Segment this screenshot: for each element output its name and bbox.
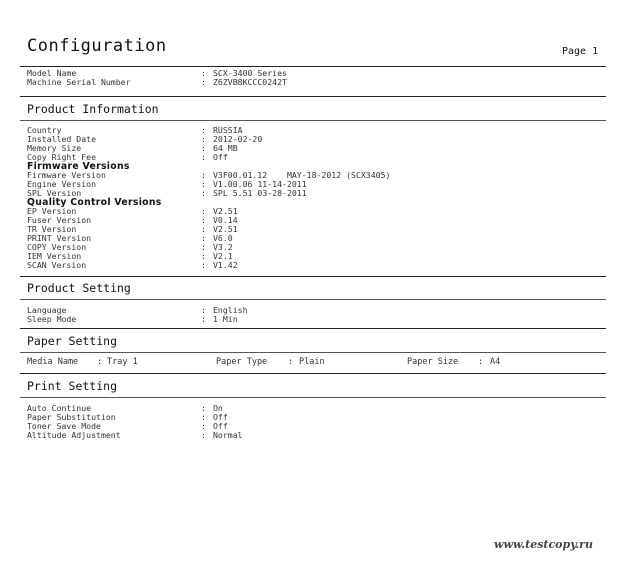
- kv-row: COPY Version : V3.2: [27, 242, 233, 252]
- product-information-table: [27, 126, 587, 270]
- kv-row: Auto Continue : On: [27, 403, 223, 413]
- subheading-firmware-versions: Firmware Versions: [27, 161, 130, 172]
- divider: [20, 352, 606, 353]
- media-name-label: Media Name: [27, 357, 79, 367]
- media-name-value: Tray 1: [107, 357, 138, 367]
- paper-size-label: Paper Size: [407, 357, 459, 367]
- kv-row: TR Version : V2.51: [27, 224, 238, 234]
- paper-type-label: Paper Type: [216, 357, 268, 367]
- divider: [20, 276, 606, 277]
- divider: [20, 120, 606, 121]
- kv-row: SPL Version : SPL 5.51 03-28-2011: [27, 188, 307, 198]
- kv-row: Country : RUSSIA: [27, 125, 243, 135]
- divider: [20, 373, 606, 374]
- divider: [20, 328, 606, 329]
- divider: [20, 66, 606, 67]
- paper-size-colon: :: [478, 357, 484, 367]
- kv-row-serial-number: Machine Serial Number : Z6ZVB8KCCC0242T: [27, 77, 287, 87]
- paper-size-value: A4: [490, 357, 501, 367]
- page-title: Configuration: [27, 36, 167, 56]
- section-title-print-setting: Print Setting: [27, 379, 118, 393]
- kv-row: PRINT Version : V6.0: [27, 233, 233, 243]
- kv-row: IEM Version : V2.1: [27, 251, 233, 261]
- kv-row: Paper Substitution : Off: [27, 412, 228, 422]
- section-title-paper-setting: Paper Setting: [27, 334, 118, 348]
- divider: [20, 96, 606, 97]
- machine-info: [27, 69, 587, 87]
- kv-row: Installed Date : 2012-02-20: [27, 134, 263, 144]
- kv-row: Copy Right Fee : Off: [27, 152, 228, 162]
- kv-row: Altitude Adjustment : Normal: [27, 430, 243, 440]
- media-name-colon: :: [97, 357, 103, 367]
- kv-row-model-name: Model Name : SCX-3400 Series: [27, 68, 287, 78]
- kv-row: Fuser Version : V0.14: [27, 215, 238, 225]
- section-title-product-information: Product Information: [27, 102, 159, 116]
- kv-row: Memory Size : 64 MB: [27, 143, 238, 153]
- section-title-product-setting: Product Setting: [27, 281, 131, 295]
- page-number: Page 1: [562, 46, 599, 57]
- divider: [20, 397, 606, 398]
- print-setting-table: [27, 404, 587, 440]
- kv-row: Sleep Mode : 1 Min: [27, 314, 238, 324]
- divider: [20, 299, 606, 300]
- product-setting-table: [27, 306, 587, 324]
- kv-row: Engine Version : V1.00.06 11-14-2011: [27, 179, 307, 189]
- subheading-quality-control-versions: Quality Control Versions: [27, 197, 162, 208]
- watermark: www.testcopy.ru: [494, 538, 593, 551]
- paper-type-colon: :: [288, 357, 294, 367]
- kv-row: Firmware Version : V3F00.01.12 MAY-18-2012 (SCX3405): [27, 170, 391, 180]
- kv-row: EP Version : V2.51: [27, 206, 238, 216]
- paper-type-value: Plain: [299, 357, 325, 367]
- kv-row: SCAN Version : V1.42: [27, 260, 238, 270]
- kv-row: Toner Save Mode : Off: [27, 421, 228, 431]
- kv-row: Language : English: [27, 305, 248, 315]
